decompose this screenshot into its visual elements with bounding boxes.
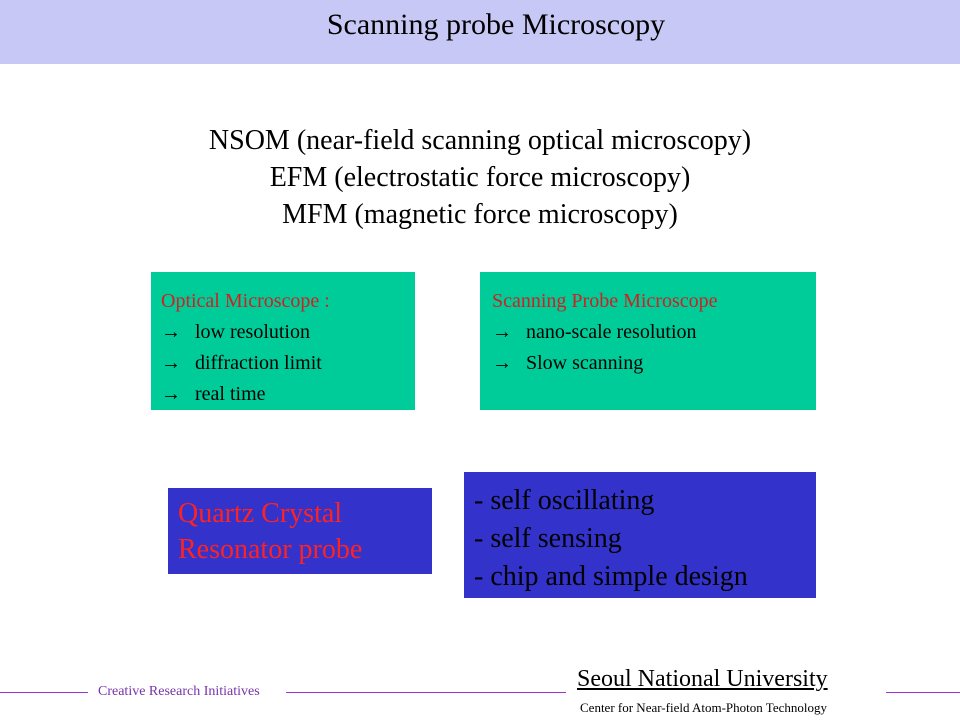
quartz-line: Resonator probe bbox=[178, 534, 363, 565]
quartz-resonator-box bbox=[168, 488, 432, 574]
feature-line: - chip and simple design bbox=[474, 561, 748, 592]
footer-center: Center for Near-field Atom-Photon Technology bbox=[580, 700, 827, 715]
optical-item bbox=[161, 348, 415, 379]
method-nsom: NSOM (near-field scanning optical microscopy) bbox=[208, 125, 752, 156]
optical-item bbox=[161, 317, 415, 348]
optical-item-text: diffraction limit bbox=[195, 352, 322, 374]
feature-line: - self sensing bbox=[474, 523, 622, 554]
footer-university: Seoul National University bbox=[577, 666, 828, 692]
features-box bbox=[464, 472, 816, 598]
quartz-line: Quartz Crystal bbox=[178, 498, 343, 529]
optical-microscope-box bbox=[151, 272, 415, 410]
optical-item-text: low resolution bbox=[195, 321, 310, 343]
arrow-icon: → bbox=[161, 321, 181, 343]
optical-item-text: real time bbox=[195, 383, 266, 405]
spm-item bbox=[492, 317, 816, 348]
optical-item bbox=[161, 379, 415, 410]
spm-item-text: Slow scanning bbox=[526, 352, 644, 374]
footer-divider bbox=[286, 692, 566, 693]
arrow-icon: → bbox=[492, 321, 512, 343]
spm-item-text: nano-scale resolution bbox=[526, 321, 697, 343]
scanning-probe-box bbox=[480, 272, 816, 410]
methods-list bbox=[0, 122, 960, 233]
optical-box-heading: Optical Microscope : bbox=[161, 290, 330, 312]
footer-divider bbox=[0, 692, 88, 693]
spm-box-heading: Scanning Probe Microscope bbox=[492, 290, 718, 312]
spm-item bbox=[492, 348, 816, 379]
slide-title: Scanning probe Microscopy bbox=[326, 8, 666, 41]
arrow-icon: → bbox=[492, 352, 512, 374]
method-efm: EFM (electrostatic force microscopy) bbox=[269, 162, 691, 193]
method-mfm: MFM (magnetic force microscopy) bbox=[282, 199, 678, 230]
feature-line: - self oscillating bbox=[474, 485, 655, 516]
footer-initiative: Creative Research Initiatives bbox=[98, 684, 260, 699]
footer-divider bbox=[886, 692, 960, 693]
arrow-icon: → bbox=[161, 383, 181, 405]
arrow-icon: → bbox=[161, 352, 181, 374]
